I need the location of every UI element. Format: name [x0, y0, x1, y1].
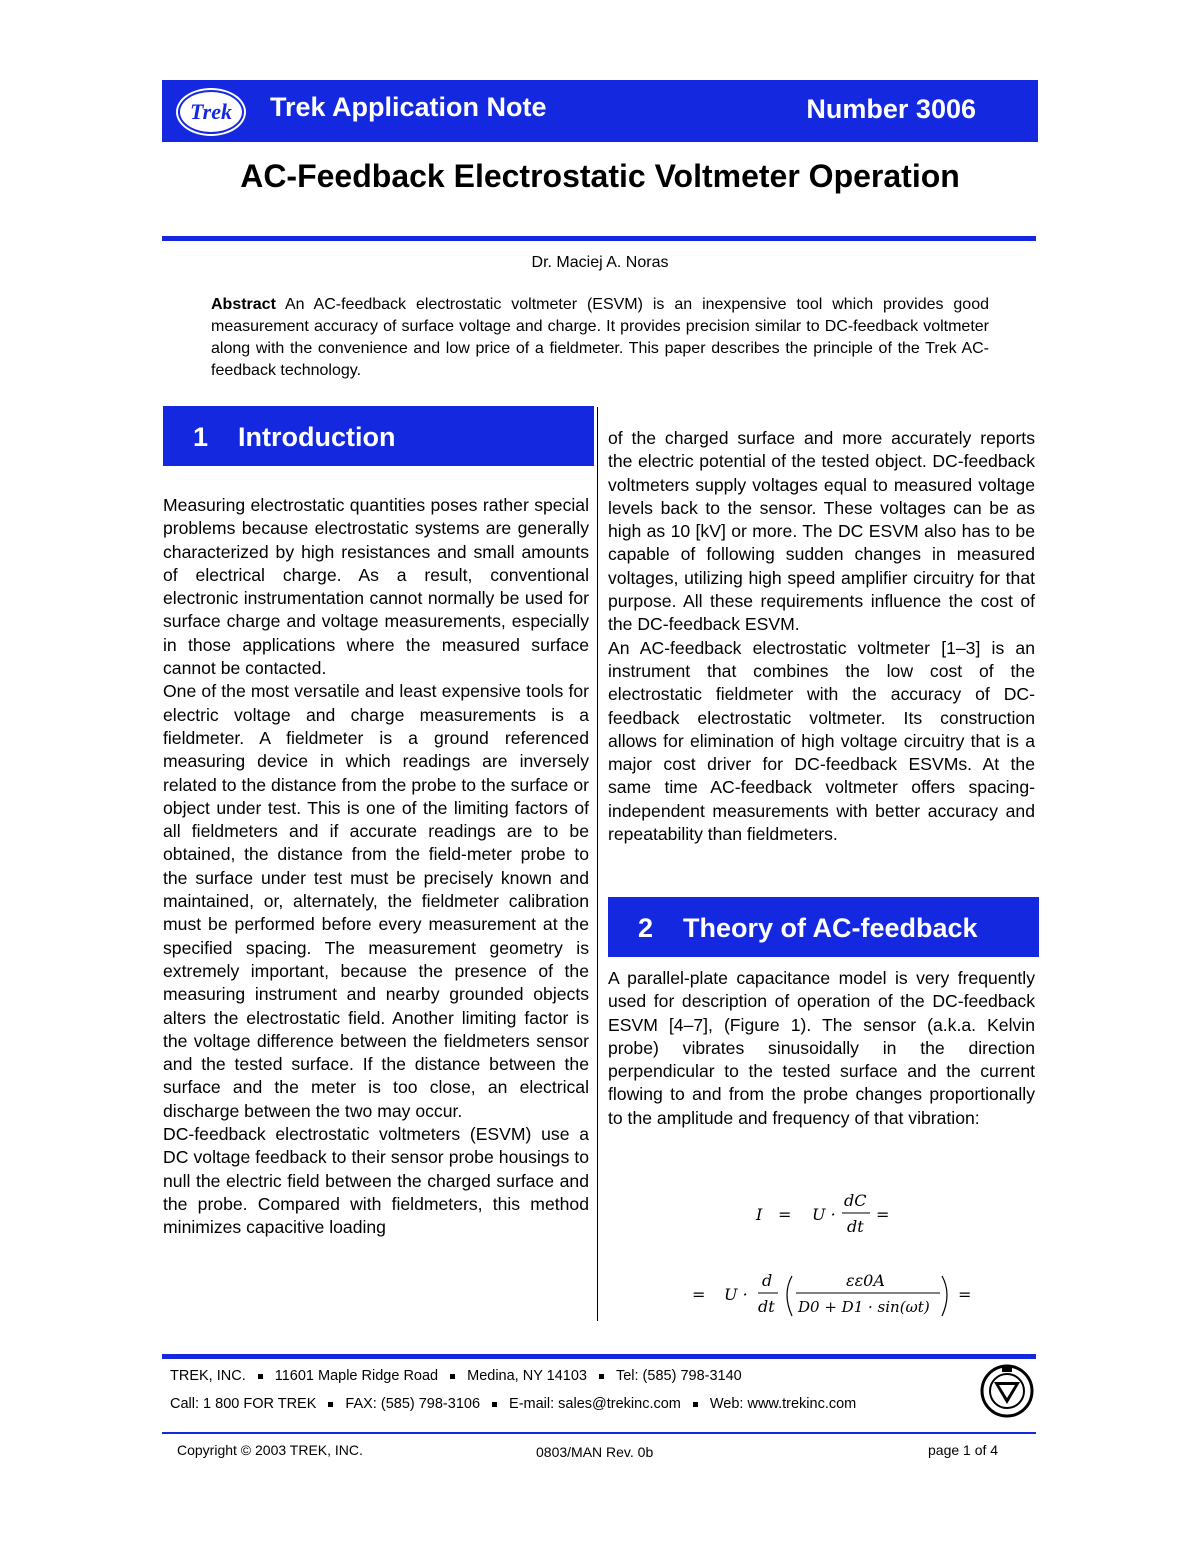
- eq2-dt: dt: [758, 1297, 775, 1316]
- footer-rule: [162, 1354, 1036, 1359]
- document-title: AC-Feedback Electrostatic Voltmeter Operation: [240, 158, 960, 194]
- right-column-bottom: [608, 967, 1035, 1130]
- paragraph: An AC-feedback electrostatic voltmeter [1–3] is an instrument that combines the low cost of the electrostatic fieldmeter with the accuracy of DC-feedback electrostatic voltmeter. Its construction allows for elimination of high voltage circuitry that is a major cost driver for DC-feedback ESVMs. At the same time AC-feedback voltmeter offers spacing-independent measurements with better accuracy and repeatability than fieldmeters.: [608, 637, 1035, 845]
- bottom-rule: [162, 1432, 1036, 1434]
- trek-logo: [178, 90, 244, 134]
- right-paren: [942, 1276, 947, 1316]
- eq-lhs: I: [756, 1205, 763, 1224]
- city: Medina, NY 14103: [467, 1368, 587, 1384]
- abstract-label: Abstract: [211, 296, 276, 313]
- eq2-equals: =: [692, 1285, 706, 1304]
- eq-denominator: dt: [847, 1217, 864, 1236]
- registered-seal-icon: [980, 1364, 1034, 1418]
- right-column-top: [608, 427, 1035, 846]
- column-divider: [597, 407, 598, 1321]
- page-number: page 1 of 4: [928, 1442, 999, 1458]
- section-1-title: Introduction: [238, 422, 396, 452]
- logo-text: Trek: [190, 99, 232, 124]
- section-1-heading: [163, 406, 594, 466]
- section-1-number: 1: [193, 422, 209, 452]
- abstract: [211, 294, 989, 382]
- note-number: Number 3006: [806, 94, 976, 124]
- eq-equals: =: [778, 1205, 792, 1224]
- bullet-icon: [328, 1402, 333, 1407]
- revision: 0803/MAN Rev. 0b: [536, 1444, 654, 1460]
- author: Dr. Maciej A. Noras: [531, 254, 669, 271]
- bullet-icon: [492, 1402, 497, 1407]
- left-column: [163, 494, 589, 1240]
- section-2-number: 2: [638, 913, 654, 943]
- paragraph: One of the most versatile and least expensive tools for electric voltage and charge measurements is a fieldmeter. A fieldmeter is a ground referenced measuring device in which readings are inversely related to the distance from the probe to the surface or object under test. This is one of the limiting factors of all fieldmeters and if accurate readings are to be obtained, the distance from the field-meter probe to the surface under test must be precisely known and maintained, or, alternately, the fieldmeter calibration must be performed before every measurement at the specified spacing. The measurement geometry is extremely important, because the presence of the measuring instrument and nearby grounded objects alters the electrostatic field. Another limiting factor is the voltage difference between the fieldmeters sensor and the tested surface. If the distance between the surface and the meter is too close, an electrical discharge between the two may occur.: [163, 681, 589, 1121]
- paragraph: DC-feedback electrostatic voltmeters (ESVM) use a DC voltage feedback to their sensor probe housings to null the electric field between the charged surface and the probe. Compared with fieldmeters, this method minimizes capacitive loading: [163, 1124, 589, 1238]
- eq2-denominator: D0 + D1 · sin(ωt): [798, 1298, 930, 1316]
- paragraph: Measuring electrostatic quantities poses rather special problems because electrostatic systems are generally characterized by high resistances and small amounts of electrical charge. As a result, conventional electronic instrumentation cannot normally be used for surface charge and voltage measurements, especially in those applications where the measured surface cannot be contacted.: [163, 495, 589, 679]
- title-rule: [162, 236, 1036, 241]
- eq2-equals-end: =: [958, 1285, 972, 1304]
- fax: FAX: (585) 798-3106: [345, 1396, 481, 1412]
- paragraph: of the charged surface and more accurately reports the electric potential of the tested object. DC-feedback voltmeters supply voltages equal to measured voltage levels back to the sensor. These voltages can be as high as 10 [kV] or more. The DC ESVM also has to be capable of following sudden changes in measured voltages, utilizing high speed amplifier circuitry for that purpose. All these requirements influence the cost of the DC-feedback ESVM.: [608, 428, 1035, 635]
- paragraph: A parallel-plate capacitance model is very frequently used for description of operation of the DC-feedback ESVM [4–7], (Figure 1). The sensor (a.k.a. Kelvin probe) vibrates sinusoidally in the direction perpendicular to the tested surface and the current flowing to and from the probe changes proportionally to the amplitude and frequency of that vibration:: [608, 968, 1035, 1128]
- equation: [640, 1180, 1020, 1330]
- banner-title: Trek Application Note: [270, 92, 547, 122]
- address-line-2: [170, 1396, 856, 1412]
- bullet-icon: [599, 1374, 604, 1379]
- section-2-heading: [608, 897, 1039, 957]
- eq2-numerator: εε0A: [846, 1271, 885, 1290]
- tel: Tel: (585) 798-3140: [615, 1368, 742, 1384]
- eq-u: U ·: [812, 1205, 836, 1224]
- header-banner: [162, 80, 1038, 142]
- section-2-title: Theory of AC-feedback: [683, 913, 978, 943]
- abstract-text: An AC-feedback electrostatic voltmeter (ESVM) is an inexpensive tool which provides good measurement accuracy of surface voltage and charge. It provides precision similar to DC-feedback voltmeter along with the convenience and low price of a fieldmeter. This paper describes the principle of the Trek AC-feedback technology.: [211, 296, 990, 379]
- call: Call: 1 800 FOR TREK: [170, 1396, 317, 1412]
- bullet-icon: [258, 1374, 263, 1379]
- company-name: TREK, INC.: [170, 1368, 246, 1384]
- eq2-d: d: [762, 1271, 773, 1290]
- eq-equals-end: =: [876, 1205, 890, 1224]
- left-paren: [787, 1276, 792, 1316]
- eq-numerator: dC: [844, 1191, 867, 1210]
- street: 11601 Maple Ridge Road: [274, 1368, 439, 1384]
- bullet-icon: [693, 1402, 698, 1407]
- web-link[interactable]: Web: www.trekinc.com: [709, 1396, 857, 1412]
- copyright: Copyright © 2003 TREK, INC.: [177, 1442, 363, 1458]
- address-line-1: [170, 1368, 742, 1384]
- eq2-u: U ·: [724, 1285, 748, 1304]
- bullet-icon: [450, 1374, 455, 1379]
- email-link[interactable]: E-mail: sales@trekinc.com: [509, 1396, 681, 1412]
